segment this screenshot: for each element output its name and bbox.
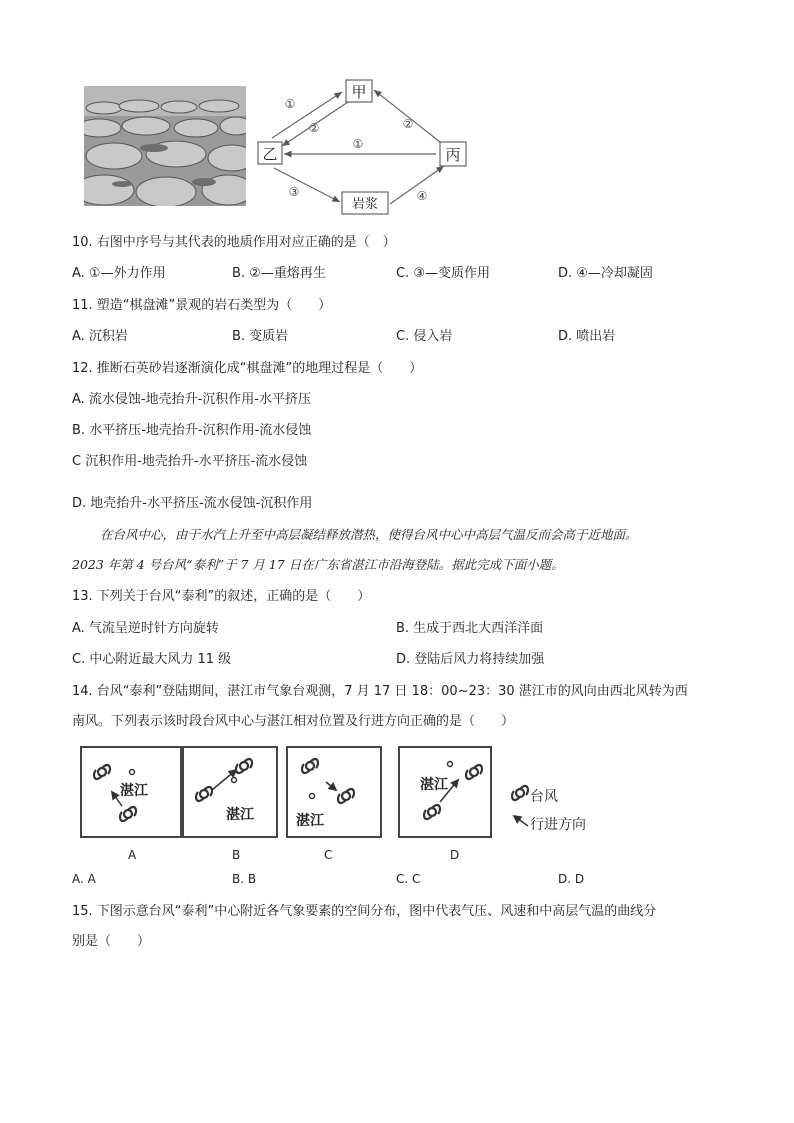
arrow-yi-to-magma: [274, 168, 340, 202]
q13-stem: 13. 下列关于台风“泰利”的叙述，正确的是（ ）: [72, 589, 371, 604]
node-bing: 丙: [445, 146, 461, 164]
q10-stem: 10. 右图中序号与其代表的地质作用对应正确的是（ ）: [72, 235, 396, 250]
typhoon-icon: [466, 765, 482, 779]
label-jia-to-yi: ②: [308, 121, 320, 135]
node-yi: 乙: [262, 145, 278, 163]
q14-option-c[interactable]: C. C: [396, 872, 421, 886]
box-label-a: A: [128, 848, 137, 862]
q13-option-d[interactable]: D. 登陆后风力将持续加强: [396, 652, 545, 667]
typhoon-icon: [196, 787, 212, 801]
intro-line-1: 在台风中心，由于水汽上升至中高层凝结释放潜热，使得台风中心中高层气温反而会高于近地面。: [100, 527, 638, 542]
q11-option-a[interactable]: A. 沉积岩: [72, 329, 128, 344]
legend-direction-label: 行进方向: [530, 817, 586, 833]
city-dot: [232, 778, 237, 783]
q14-option-b[interactable]: B. B: [232, 872, 257, 886]
q12-option-a[interactable]: A. 流水侵蚀-地壳抬升-沉积作用-水平挤压: [72, 392, 312, 407]
q14-stem-line-2: 南风。下列表示该时段台风中心与湛江相对位置及行进方向正确的是（ ）: [72, 714, 515, 729]
typhoon-icon: [120, 807, 136, 821]
label-bing-to-yi: ①: [352, 137, 364, 151]
city-label: 湛江: [226, 807, 254, 823]
q10-option-a[interactable]: A. ①—外力作用: [72, 266, 166, 281]
typhoon-icon: [512, 786, 528, 800]
q10-option-c[interactable]: C. ③—变质作用: [396, 266, 490, 281]
chessboard-beach-photo: [84, 86, 246, 206]
q12-option-b[interactable]: B. 水平挤压-地壳抬升-沉积作用-流水侵蚀: [72, 423, 312, 438]
city-dot: [130, 770, 135, 775]
direction-arrow-icon: [514, 816, 528, 826]
typhoon-icon: [424, 805, 440, 819]
label-bing-to-jia: ②: [402, 117, 414, 131]
label-magma-to-bing: ④: [416, 189, 428, 203]
q13-option-a[interactable]: A. 气流呈逆时针方向旋转: [72, 621, 219, 636]
q13-option-c[interactable]: C. 中心附近最大风力 11 级: [72, 652, 232, 667]
label-yi-to-magma: ③: [288, 185, 300, 199]
node-magma: 岩浆: [351, 197, 379, 212]
q14-diagram-a: [80, 746, 182, 838]
typhoon-icon: [236, 759, 252, 773]
node-jia: 甲: [351, 83, 367, 101]
q14-diagram-d: [398, 746, 492, 838]
box-label-c: C: [324, 848, 333, 862]
q10-option-b[interactable]: B. ②—重熔再生: [232, 266, 326, 281]
box-label-b: B: [232, 848, 241, 862]
q14-diagram-c: [286, 746, 382, 838]
q14-option-a[interactable]: A. A: [72, 872, 96, 886]
typhoon-icon: [338, 789, 354, 803]
q11-option-d[interactable]: D. 喷出岩: [558, 329, 616, 344]
city-dot: [310, 794, 315, 799]
q15-stem-line-1: 15. 下图示意台风“泰利”中心附近各气象要素的空间分布，图中代表气压、风速和中高层气温的曲线分: [72, 904, 657, 919]
q12-option-d[interactable]: D. 地壳抬升-水平挤压-流水侵蚀-沉积作用: [72, 496, 313, 511]
rock-cycle-diagram: [250, 76, 480, 216]
q14-option-d[interactable]: D. D: [558, 872, 585, 886]
typhoon-icon: [302, 759, 318, 773]
intro-line-2: 2023 年第 4 号台风“泰利”于 7 月 17 日在广东省湛江市沿海登陆。据此完成下面小题。: [72, 557, 564, 572]
q13-option-b[interactable]: B. 生成于西北大西洋洋面: [396, 621, 544, 636]
q15-stem-line-2: 别是（ ）: [72, 934, 151, 949]
typhoon-icon: [94, 765, 110, 779]
city-label: 湛江: [296, 813, 324, 829]
q12-stem: 12. 推断石英砂岩逐渐演化成“棋盘滩”的地理过程是（ ）: [72, 361, 423, 376]
q11-stem: 11. 塑造“棋盘滩”景观的岩石类型为（ ）: [72, 298, 332, 313]
q14-stem-line-1: 14. 台风“泰利”登陆期间，湛江市气象台观测，7 月 17 日 18：00~23：30 湛江市的风向由西北风转为西: [72, 684, 688, 699]
label-yi-to-jia: ①: [284, 97, 296, 111]
arrow-yi-to-jia: [272, 92, 342, 138]
city-label: 湛江: [420, 777, 448, 793]
q11-option-b[interactable]: B. 变质岩: [232, 329, 289, 344]
city-label: 湛江: [120, 783, 148, 799]
q14-diagram-b: [182, 746, 278, 838]
city-dot: [448, 762, 453, 767]
legend-typhoon-label: 台风: [530, 789, 558, 805]
box-label-d: D: [450, 848, 460, 862]
arrow-bing-to-jia: [374, 90, 440, 142]
q10-option-d[interactable]: D. ④—冷却凝固: [558, 266, 653, 281]
q12-option-c[interactable]: C 沉积作用-地壳抬升-水平挤压-流水侵蚀: [72, 454, 308, 469]
q11-option-c[interactable]: C. 侵入岩: [396, 329, 453, 344]
